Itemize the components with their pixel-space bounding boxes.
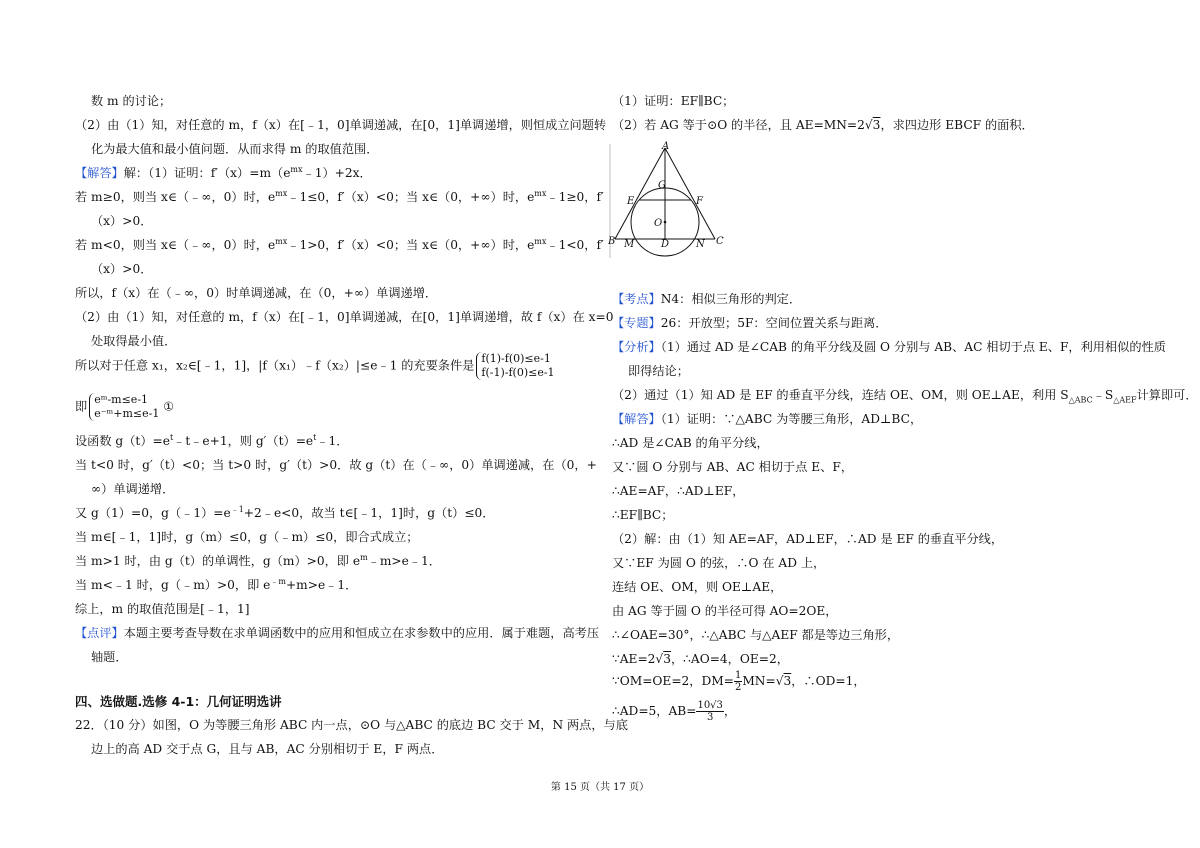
label-g: G xyxy=(658,180,666,191)
geometry-figure xyxy=(608,140,728,265)
side-ac xyxy=(665,148,715,239)
kaodian-line: 【考点】N4：相似三角形的判定． xyxy=(612,292,802,306)
zhuanti-tag: 【专题】 xyxy=(612,316,661,330)
text-line: 又 g（1）=0，$g(﹣1)=e^{﹣1}+2﹣e<0$，故当 t∈[﹣1，1]时，g（t）≤0． xyxy=(75,504,495,520)
text-line: 当 m<﹣1 时，g（﹣m）>0，即 $e^{﹣m}+m>e﹣1$． xyxy=(75,576,358,592)
text-line: 即得结论； xyxy=(628,364,689,378)
text-line: 处取得最小值． xyxy=(91,334,177,348)
sqrt: √3 xyxy=(864,118,881,132)
question-part: （1）证明：EF∥BC； xyxy=(612,94,735,108)
kaodian-tag: 【考点】 xyxy=(612,292,661,306)
label-m: M xyxy=(624,239,635,250)
analysis-line: 【分析】（1）通过 AD 是∠CAB 的角平分线及圆 O 分别与 AB、AC 相切于点 E、F，利用相似的性质 xyxy=(612,340,1166,354)
text-line: 若 m≥0，则当 x∈（﹣∞，0）时，$e^{mx}﹣1\le 0$，f′（x）<0；当 x∈（0，+∞）时，$e^{mx}﹣1\ge 0$，f′ xyxy=(75,188,604,204)
text-line: 又∵EF 为圆 O 的弦，∴O 在 AD 上， xyxy=(612,556,826,570)
fraction: $\frac{1}{2}$ xyxy=(734,670,742,693)
zhuanti-line: 【专题】26：开放型；5F：空间位置关系与距离． xyxy=(612,316,888,330)
text-line: 所以，f（x）在（﹣∞，0）时单调递减，在（0，+∞）单调递增． xyxy=(75,286,438,300)
text-line: 当 m>1 时，由 g（t）的单调性，g（m）>0，即 $e^m﹣m>e﹣1$． xyxy=(75,552,441,568)
label-b: B xyxy=(608,236,616,247)
comment-line: 【点评】本题主要考查导数在求单调函数中的应用和恒成立在求参数中的应用．属于难题，高考压 xyxy=(75,626,600,640)
text-line: 化为最大值和最小值问题．从而求得 m 的取值范围． xyxy=(91,142,379,156)
text-line: ∴∠OAE=30°，∴△ABC 与△AEF 都是等边三角形， xyxy=(612,628,900,642)
text-line: ∵OM=OE=2，DM= $\frac{1}{2}MN=√3$，∴OD=1， xyxy=(612,670,866,693)
text-line: ∵AE=2√3，∴AO=4，OE=2， xyxy=(612,652,789,666)
text-line: ∴EF∥BC； xyxy=(612,508,674,522)
text-line: 轴题． xyxy=(91,650,128,664)
question-line: 边上的高 AD 交于点 G，且与 AB，AC 分别相切于 E，F 两点． xyxy=(91,742,444,756)
text-line: （2）由（1）知，对任意的 m，f（x）在[﹣1，0]单调递减，在[0，1]单调递增，则恒成立问题转 xyxy=(75,118,607,132)
text-line: （2）由（1）知，对任意的 m，f（x）在[﹣1，0]单调递减，在[0，1]单调递增，故 f（x）在 x=0 xyxy=(75,310,614,324)
label-c: C xyxy=(716,236,724,247)
text-line: 当 t<0 时，g′（t）<0；当 t>0 时，g′（t）>0．故 g（t）在（﹣∞，0）单调递减，在（0，+ xyxy=(75,458,597,472)
center-o xyxy=(664,221,667,224)
text-line: （x）>0． xyxy=(91,262,153,276)
solution-line: 【解答】（1）证明：∵△ABC 为等腰三角形，AD⊥BC， xyxy=(612,412,923,426)
comment-tag: 【点评】 xyxy=(75,626,124,640)
text-line: 设函数 $g(t)=e^t﹣t﹣e+1$，则 $g'(t)=e^t﹣1$． xyxy=(75,432,349,448)
question-line: 22．（10 分）如图，O 为等腰三角形 ABC 内一点，⊙O 与△ABC 的底边 BC 交于 M，N 两点，与底 xyxy=(75,718,628,732)
text-line: ∴AD 是∠CAB 的角平分线， xyxy=(612,436,769,450)
text-line: 综上，m 的取值范围是[﹣1，1] xyxy=(75,602,250,616)
text-line: 若 m<0，则当 x∈（﹣∞，0）时，$e^{mx}﹣1>0$，f′（x）<0；当 x∈（0，+∞）时，$e^{mx}﹣1<0$，f′ xyxy=(75,236,604,252)
text-line: 所以对于任意 x₁，x₂∈[﹣1，1]，|f（x₁）﹣f（x₂）|≤e﹣1 的充要条件是 f(1)-f(0)≤e-1 f(-1)-f(0)≤e-1 xyxy=(75,352,555,379)
label-d: D xyxy=(661,239,670,250)
text-line: 又∵圆 O 分别与 AB、AC 相切于点 E、F， xyxy=(612,460,854,474)
inequality-system: eᵐ-m≤e-1 e⁻ᵐ+m≤e-1 xyxy=(89,393,159,421)
text-line: 连结 OE、OM，则 OE⊥AE， xyxy=(612,580,783,594)
text-line: 当 m∈[﹣1，1]时，g（m）≤0，g（﹣m）≤0，即合式成立； xyxy=(75,530,419,544)
text-line: （x）>0． xyxy=(91,214,153,228)
text-line: ∴AE=AF，∴AD⊥EF， xyxy=(612,484,745,498)
sqrt: √3 xyxy=(775,674,792,688)
solution-tag: 【解答】 xyxy=(75,166,124,180)
label-f: F xyxy=(696,196,703,207)
text-line: 由 AG 等于圆 O 的半径可得 AO=2OE， xyxy=(612,604,838,618)
text-line: ∞）单调递增． xyxy=(91,482,175,496)
page-footer: 第 15 页（共 17 页） xyxy=(550,782,650,793)
label-e: E xyxy=(627,196,635,207)
text-line: （2）通过（1）知 AD 是 EF 的垂直平分线，连结 OE、OM，则 OE⊥AE，利用 $S_{\triangle ABC}﹣S_{\triangle AEF}$计算即可． xyxy=(612,388,1198,405)
sqrt: √3 xyxy=(655,652,671,666)
text-line: 数 m 的讨论； xyxy=(91,94,172,108)
label-a: A xyxy=(662,141,670,152)
solution-tag: 【解答】 xyxy=(612,412,661,426)
label-n: N xyxy=(696,239,705,250)
text-line: 即 eᵐ-m≤e-1 e⁻ᵐ+m≤e-1 ① xyxy=(75,393,175,420)
question-part: （2）若 AG 等于⊙O 的半径，且 AE=MN=2√3，求四边形 EBCF 的面积． xyxy=(612,118,1034,132)
text-line: （2）解：由（1）知 AE=AF，AD⊥EF，∴AD 是 EF 的垂直平分线， xyxy=(612,532,1004,546)
fraction: $\frac{10√3}{3}$ xyxy=(697,700,723,723)
label-o: O xyxy=(654,218,663,229)
analysis-tag: 【分析】 xyxy=(612,340,661,354)
condition-system: f(1)-f(0)≤e-1 f(-1)-f(0)≤e-1 xyxy=(476,352,554,380)
text-line: ∴AD=5，AB= $\frac{10√3}{3}$， xyxy=(612,700,737,723)
section-heading: 四、选做题.选修 4-1：几何证明选讲 xyxy=(75,694,282,709)
solution-line: 【解答】解：（1）证明：$f'(x)=m(e^{mx}﹣1)+2x$． xyxy=(75,164,372,180)
